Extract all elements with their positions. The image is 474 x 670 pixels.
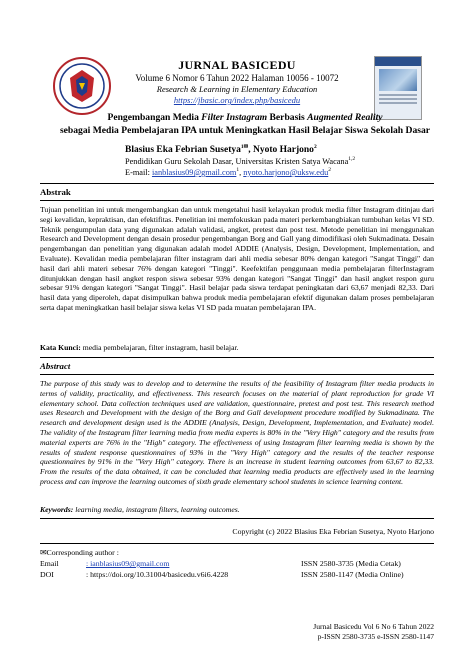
title-part: Filter Instagram [201,112,268,123]
email-1-link[interactable]: ianblasius09@gmail.com [151,167,237,177]
author-2: Nyoto Harjono [252,145,314,156]
title-part: Pengembangan Media [107,112,202,123]
corr-label: Corresponding author : [46,548,119,557]
keywords-label: Keywords: [40,505,74,514]
divider [40,357,434,358]
abstract-heading: Abstract [40,361,71,371]
cover-header-bar [375,57,421,66]
affiliation-text: Pendidikan Guru Sekolah Dasar, Universitas Kristen Satya Wacana [125,156,349,166]
page-footer [0,622,434,642]
title-line-2: sebagai Media Pembelajaran IPA untuk Meningkatkan Hasil Belajar Siswa Sekolah Dasar [59,124,431,136]
keywords-label: Kata Kunci: [40,343,81,352]
journal-name: JURNAL BASICEDU [178,58,296,72]
doi-link[interactable]: : https://doi.org/10.31004/basicedu.v6i6.4228 [86,570,229,579]
journal-volume: Volume 6 Nomor 6 Tahun 2022 Halaman 10056 - 10072 [135,73,339,83]
abstrak-text: Tujuan penelitian ini untuk mengembangkan dan untuk mengetahui hasil kelayakan produk media filter Instagram ditinjau dari segi kevalidan, kepraktisan, dan efektifitas. Penelitian ini memfokuskan pada materi perkembangbiakan tumbuhan kelas VI SD. Teknik pengumpulan data yang digunakan adalah validasi, angket, pretest dan post test. Metode penelitian ini menggunakan Research and Development dengan desain prosedur pengembangan Borg and Gall yang dimodifikasi oleh Sukmadinata. Desain pengembangan dan penelitian yang digunakan adalah model ADDIE (Analysis, Design, Development, Implementation, and Evaluate). Kevalidan media pembelajaran filter instagram dari ahli media sebesar 80% dengan kategori "Sangat Tinggi" dan hasil dari ahli materi sebesar 76% dengan kategori "Tinggi". Keefektifan penggunaan media pembelajaran filterInstagram ditunjukkan dengan hasil angket respon siswa sebesar 93% dengan kategori "Sangat Tinggi" dan hasil angket respon guru sebesar 91% dengan kategori "Sangat Tinggi". Hasil belajar pada siswa terdapat peningkatan dari 63,67 menjadi 82,33. Dari hasil data yang diperoleh, dapat disimpulkan bahwa produk media pembelajaran efektif digunakan dalam proses pembelajaran serta dapat meningkatkan hasil belajar siswa kelas VI SD pada muatan pembelajaran IPA. [40,205,434,312]
footer-rule [40,543,434,544]
divider [40,200,434,201]
divider [40,374,434,375]
corr-email-text[interactable]: : ianblasius09@gmail.com [86,559,170,568]
author-2-sup: 2 [313,144,317,150]
affiliation [125,156,355,166]
divider [40,518,434,519]
page-footer-line-1: Jurnal Basicedu Vol 6 No 6 Tahun 2022 [313,622,434,631]
abstrak-heading: Abstrak [40,187,71,197]
cover-line [379,94,417,96]
cover-line [379,102,417,104]
affiliation-sup: 1,2 [348,156,356,162]
keywords-text: learning media, instagram filters, learning outcomes. [73,505,240,514]
journal-url-link[interactable]: https://jbasic.org/index.php/basicedu [173,95,301,105]
journal-cover-thumbnail [374,56,422,120]
divider [40,183,434,184]
email-key: Email [40,559,59,568]
author-sep: , [248,145,253,156]
email-1-sup: 1 [236,167,240,173]
cover-image [379,69,417,91]
abstract-keywords [40,505,434,515]
author-1-sup: 1✉ [240,144,249,150]
email-2-sup: 2 [328,167,331,173]
email-sep: , [239,167,244,177]
cover-line [379,98,417,100]
keywords-text: media pembelajaran, filter instagram, hasil belajar. [80,343,239,352]
abstrak-keywords [40,343,434,353]
author-1: Blasius Eka Febrian Susetya [125,145,241,156]
title-part: Augmented Reality [307,112,383,123]
authors [125,144,317,155]
corresponding-author [40,548,119,557]
email-label: E-mail: [125,167,152,177]
page-footer-line-2: p-ISSN 2580-3735 e-ISSN 2580-1147 [317,632,434,641]
corr-email-link[interactable] [86,559,169,568]
abstract-text: The purpose of this study was to develop and to determine the results of the feasibility of Instagram filter media products in terms of validity, practicality, and effectiveness. This research focuses on the material of plant reproduction for grade VI elementary school. Data collection techniques used are validation, questionnaire, pretest and post test. This research method uses Research and Development with the design of the Borg and Gall development procedure modified by Sukmadinata. The research and development design used is the ADDIE (Analysis, Design, Development, Implementation, and Evaluate) model. The validity of the Instagram filter learning media from media experts is 80% in the "Very High" category and the results from material experts are 76% in the "High" category. The effectiveness of using Instagram filter learning media is shown by the results of student response questionnaires of 93% in the "Very High" category and the results of the teacher response questionnaires by 91% in the "Very High" category. There is an increase in student learning outcomes from 63,67 to 82,33. From the results of the data obtained, it can be concluded that learning media products are effectively used in the learning process and can improve the learning outcomes of sixth grade elementary school students in science learning content. [40,379,434,486]
issn-print: ISSN 2580-3735 (Media Cetak) [301,559,401,568]
journal-subtitle: Research & Learning in Elementary Education [156,84,318,94]
title-part: Berbasis [267,112,308,123]
copyright: Copyright (c) 2022 Blasius Eka Febrian Susetya, Nyoto Harjono [232,527,434,536]
envelope-icon: ✉ [40,548,47,557]
author-emails [125,167,331,177]
doi-key: DOI [40,570,54,579]
email-2-link[interactable]: nyoto.harjono@uksw.edu [243,167,329,177]
article-title [40,112,450,137]
issn-online: ISSN 2580-1147 (Media Online) [301,570,404,579]
